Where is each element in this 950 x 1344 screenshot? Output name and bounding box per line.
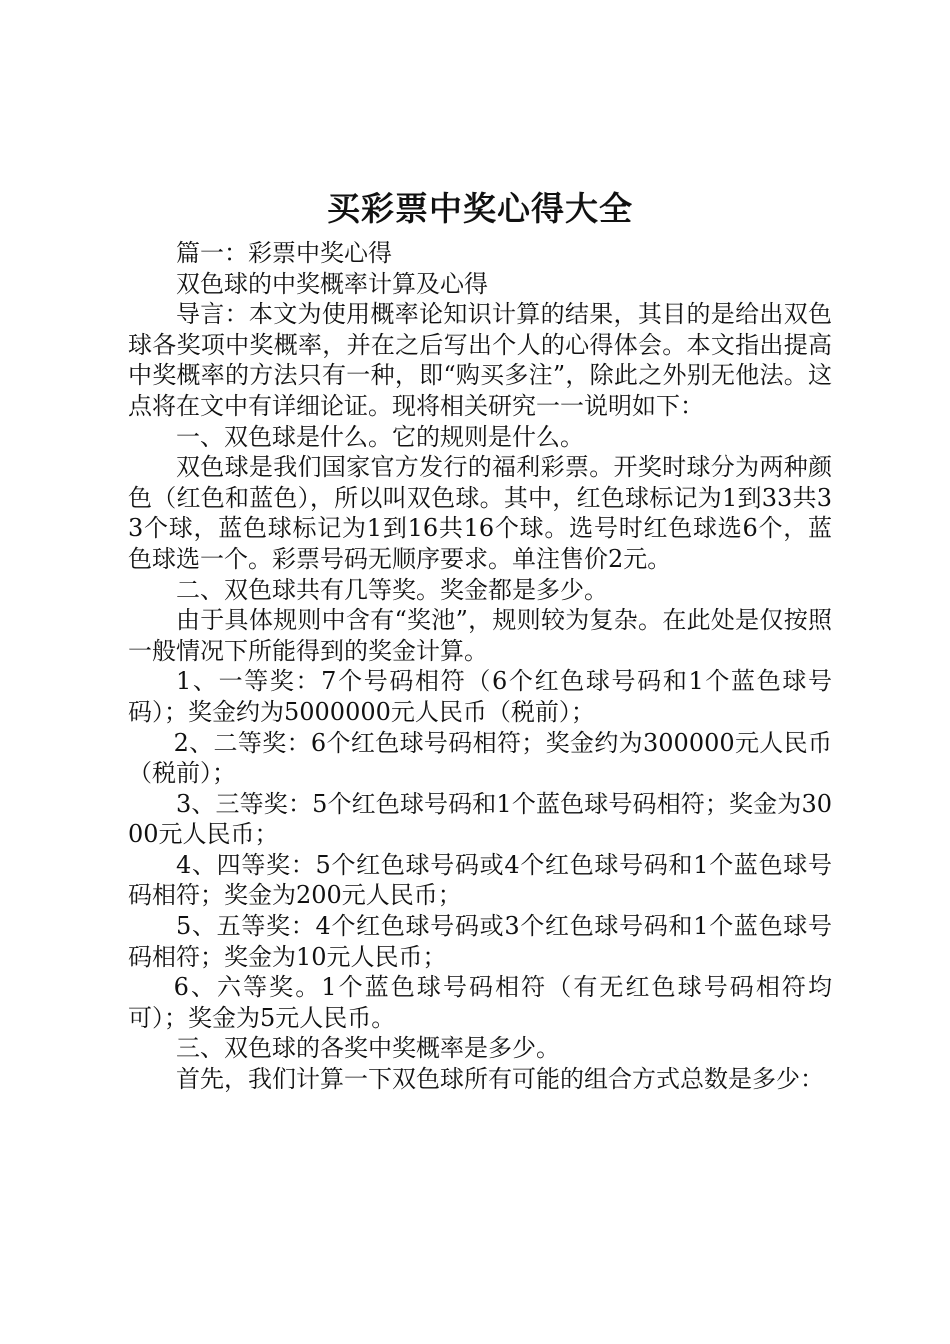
combinations-paragraph: 首先，我们计算一下双色球所有可能的组合方式总数是多少： — [176, 1065, 824, 1094]
rules-paragraph: 双色球是我们国家官方发行的福利彩票。开奖时球分为两种颜色（红色和蓝色），所以叫双色球。其中，红色球标记为1到33共33个球，蓝色球标记为1到16共16个球。选号时红色球选6个，蓝色球选一个。彩票号码无顺序要求。单注售价2元。 — [128, 453, 832, 573]
section-heading-prizes: 二、双色球共有几等奖。奖金都是多少。 — [176, 575, 608, 604]
prize-item-third: 3、三等奖：5个红色球号码和1个蓝色球号码相符；奖金为3000元人民币； — [128, 789, 832, 849]
section-heading-rules: 一、双色球是什么。它的规则是什么。 — [176, 422, 584, 451]
document-body — [128, 186, 832, 1095]
article-subtitle: 双色球的中奖概率计算及心得 — [176, 269, 488, 298]
prize-item-first: 1、一等奖：7个号码相符（6个红色球号码和1个蓝色球号码）；奖金约为5000000元人民币（税前）； — [128, 667, 832, 726]
prize-item-sixth: 6、六等奖。1个蓝色球号码相符（有无红色球号码相符均可）；奖金为5元人民币。 — [128, 973, 832, 1032]
introduction-paragraph: 导言：本文为使用概率论知识计算的结果，其目的是给出双色球各奖项中奖概率，并在之后写出个人的心得体会。本文指出提高中奖概率的方法只有一种，即“购买多注”，除此之外别无他法。这点将在文中有详细论证。现将相关研究一一说明如下： — [128, 300, 832, 420]
prize-item-fourth: 4、四等奖：5个红色球号码或4个红色球号码和1个蓝色球号码相符；奖金为200元人民币； — [128, 850, 832, 910]
prize-pool-paragraph: 由于具体规则中含有“奖池”，规则较为复杂。在此处是仅按照一般情况下所能得到的奖金计算。 — [128, 606, 832, 665]
prize-item-second: 2、二等奖：6个红色球号码相符；奖金约为300000元人民币（税前）； — [128, 728, 832, 788]
section-heading-probability: 三、双色球的各奖中奖概率是多少。 — [176, 1034, 560, 1063]
section-heading-part-one: 篇一：彩票中奖心得 — [176, 239, 392, 267]
prize-item-fifth: 5、五等奖：4个红色球号码或3个红色球号码和1个蓝色球号码相符；奖金为10元人民币； — [128, 912, 832, 971]
document-title: 买彩票中奖心得大全 — [327, 189, 633, 228]
